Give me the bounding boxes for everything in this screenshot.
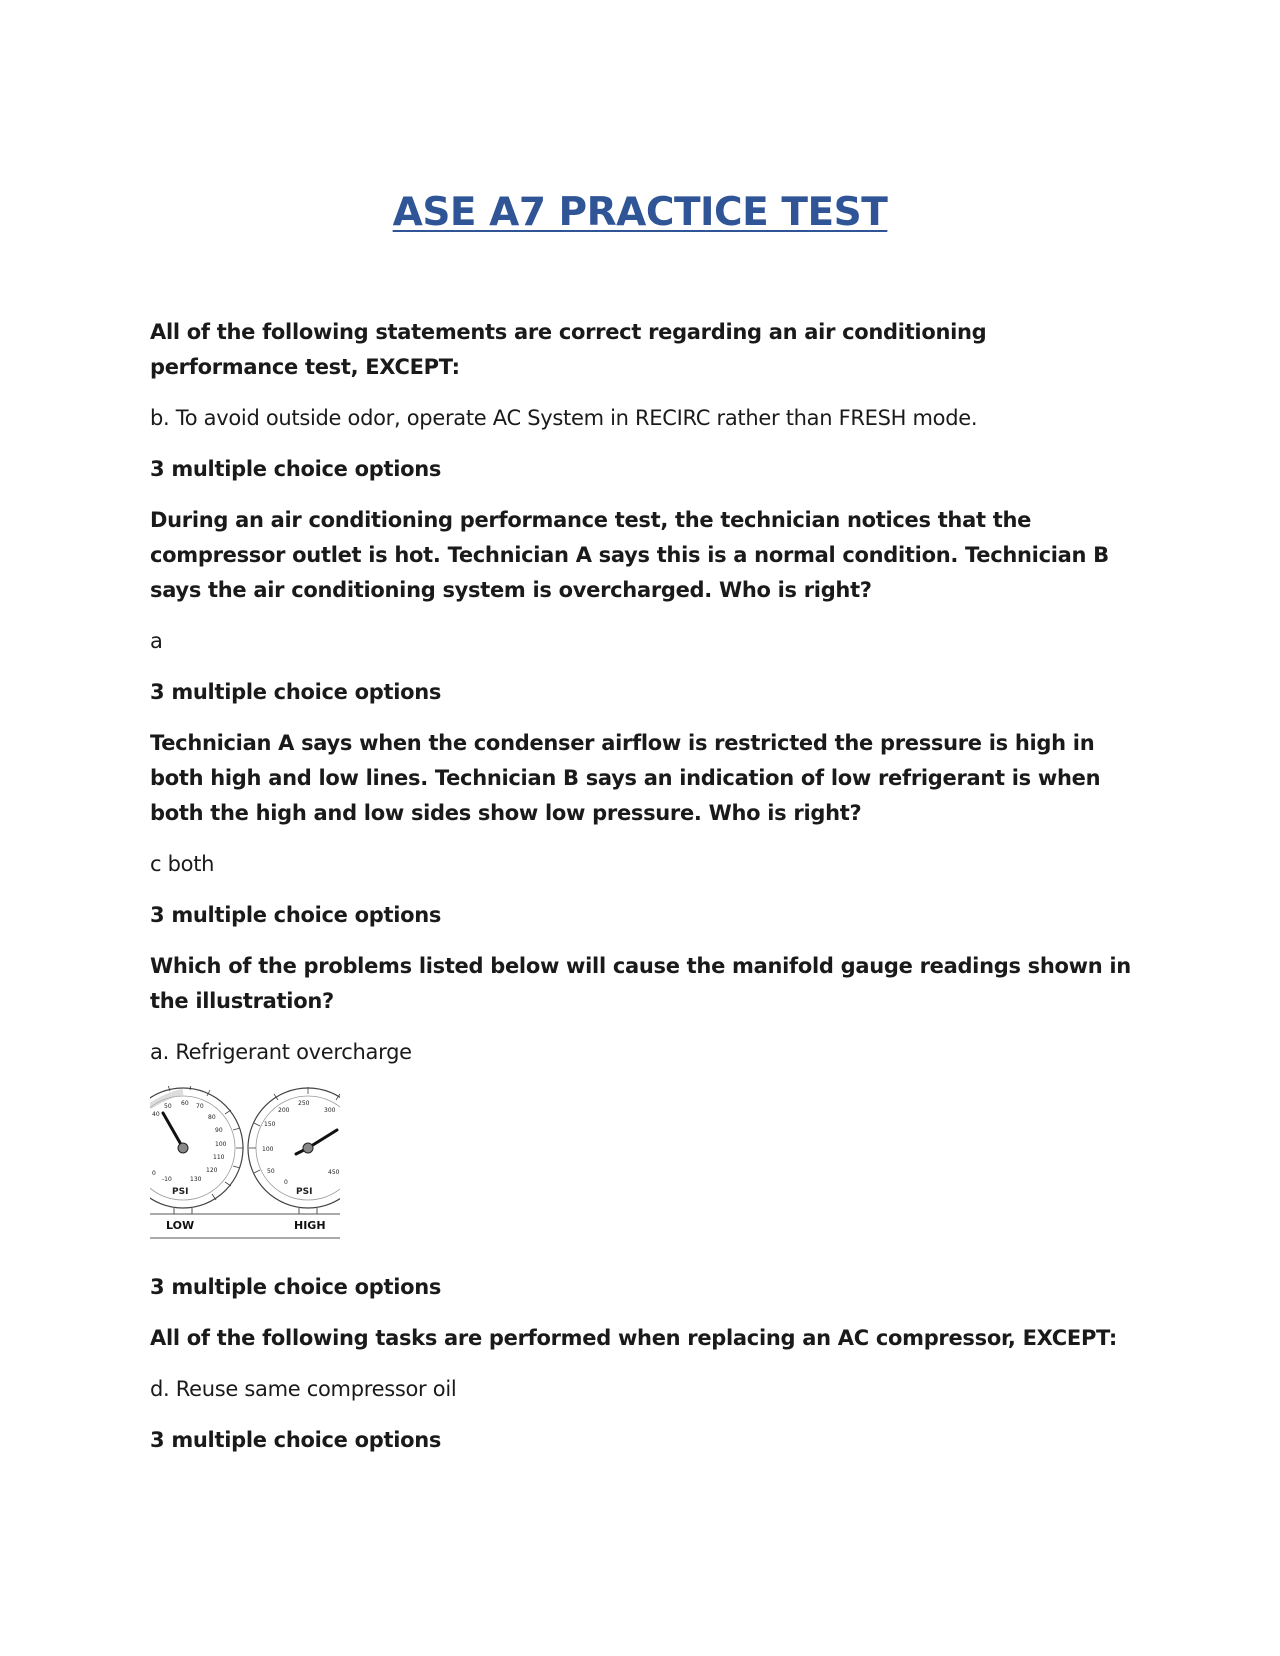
manifold-gauge-illustration [150, 1086, 340, 1246]
question-5: All of the following tasks are performed when replacing an AC compressor, EXCEPT: [150, 1326, 1118, 1350]
low-unit-label: PSI [172, 1187, 189, 1197]
low-gauge-label: LOW [166, 1219, 195, 1232]
answer-3: c both [150, 852, 215, 876]
question-3: Technician A says when the condenser airflow is restricted the pressure is high in both high and low lines. Technician B says an indication of low refrigerant is when both the high and low sides show low pressure. Who is right? [150, 731, 1101, 825]
low-tick-0: 0 [152, 1170, 156, 1177]
low-tick-40: 40 [152, 1111, 160, 1118]
low-tick-110: 110 [213, 1154, 225, 1161]
low-tick-100: 100 [215, 1141, 227, 1148]
high-tick-50: 50 [267, 1168, 275, 1175]
high-tick-150: 150 [264, 1121, 276, 1128]
high-tick-300: 300 [324, 1107, 336, 1114]
options-note-1: 3 multiple choice options [150, 457, 442, 481]
options-note-3: 3 multiple choice options [150, 903, 442, 927]
answer-4: a. Refrigerant overcharge [150, 1040, 412, 1064]
options-note-5: 3 multiple choice options [150, 1428, 442, 1452]
high-gauge-label: HIGH [294, 1219, 326, 1232]
question-list [150, 315, 1140, 1474]
low-tick-80: 80 [208, 1114, 216, 1121]
high-tick-250: 250 [298, 1100, 310, 1107]
question-2: During an air conditioning performance test, the technician notices that the compressor outlet is hot. Technician A says this is a normal condition. Technician B says the air conditioning system is overcharged. Who is right? [150, 508, 1109, 602]
low-tick-120: 120 [206, 1167, 218, 1174]
answer-2: a [150, 629, 163, 653]
low-tick-130: 130 [190, 1176, 202, 1183]
page-title: ASE A7 PRACTICE TEST [392, 190, 888, 235]
answer-5: d. Reuse same compressor oil [150, 1377, 457, 1401]
high-tick-100: 100 [262, 1146, 274, 1153]
low-tick-90: 90 [215, 1127, 223, 1134]
options-note-2: 3 multiple choice options [150, 680, 442, 704]
high-tick-450: 450 [328, 1169, 340, 1176]
low-tick-70: 70 [196, 1103, 204, 1110]
question-1: All of the following statements are correct regarding an air conditioning performance test, EXCEPT: [150, 320, 987, 379]
high-tick-200: 200 [278, 1107, 290, 1114]
options-note-4: 3 multiple choice options [150, 1275, 442, 1299]
question-4: Which of the problems listed below will cause the manifold gauge readings shown in the illustration? [150, 954, 1131, 1013]
high-tick-0: 0 [284, 1179, 288, 1186]
low-tick-minus10: -10 [162, 1176, 172, 1183]
answer-1: b. To avoid outside odor, operate AC System in RECIRC rather than FRESH mode. [150, 406, 978, 430]
low-tick-60: 60 [181, 1100, 189, 1107]
high-unit-label: PSI [296, 1187, 313, 1197]
low-tick-50: 50 [164, 1103, 172, 1110]
